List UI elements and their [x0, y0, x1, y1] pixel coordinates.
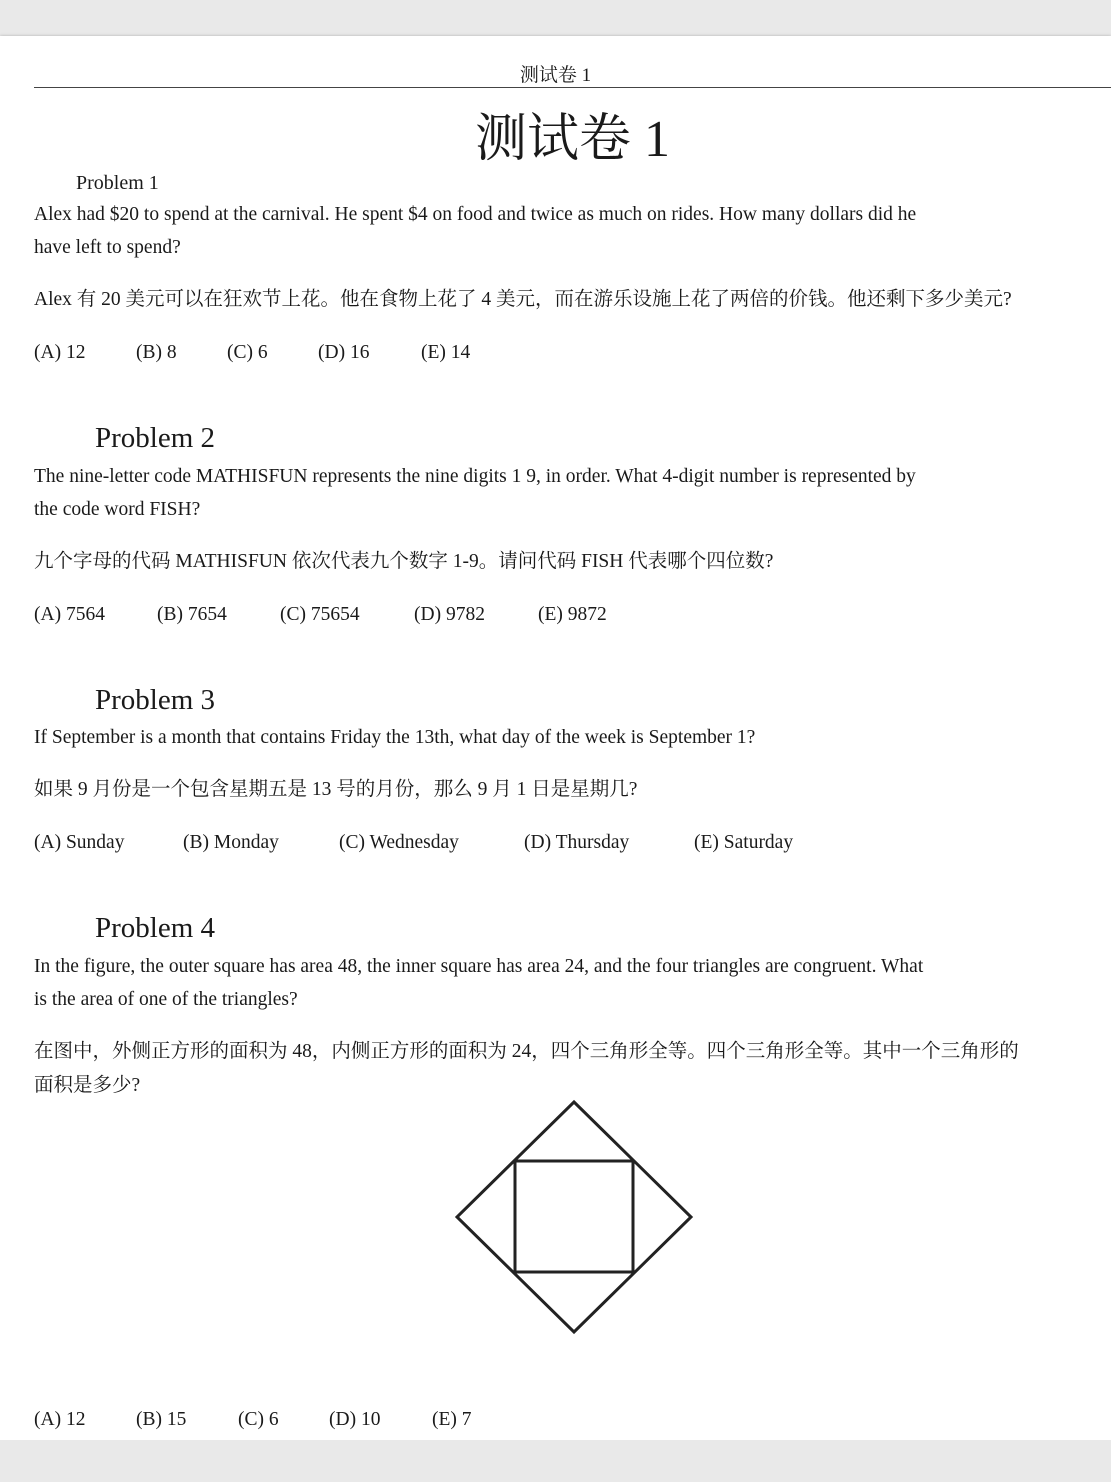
problem-3-text-en: If September is a month that contains Friday the 13th, what day of the week is September 1? — [34, 727, 756, 748]
problem-4-option-d: (D) 10 — [329, 1409, 381, 1430]
problem-3-heading: Problem 3 — [95, 684, 216, 716]
problem-4-option-b: (B) 15 — [136, 1409, 187, 1430]
problem-1-text-en-line2: have left to spend? — [34, 237, 181, 258]
problem-2-option-d: (D) 9782 — [414, 604, 485, 625]
running-header: 测试卷 1 — [519, 65, 592, 86]
header-rule — [34, 87, 1111, 88]
outer-square — [457, 1102, 691, 1332]
problem-3-option-c: (C) Wednesday — [339, 832, 459, 853]
problem-1-option-c: (C) 6 — [227, 342, 268, 363]
problem-1-option-d: (D) 16 — [318, 342, 370, 363]
problem-3-option-b: (B) Monday — [183, 832, 279, 853]
problem-4-text-zh-line2: 面积是多少? — [34, 1075, 141, 1096]
problem-4-text-en-line2: is the area of one of the triangles? — [34, 989, 298, 1010]
document-page — [0, 36, 1111, 1440]
problem-1-text-en-line1: Alex had $20 to spend at the carnival. He spent $4 on food and twice as much on rides. How many dollars did he — [34, 204, 917, 225]
problem-1-option-a: (A) 12 — [34, 342, 86, 363]
problem-4-option-a: (A) 12 — [34, 1409, 86, 1430]
problem-3-text-zh: 如果 9 月份是一个包含星期五是 13 号的月份，那么 9 月 1 日是星期几? — [34, 779, 638, 800]
problem-1-option-b: (B) 8 — [136, 342, 177, 363]
problem-3-option-e: (E) Saturday — [694, 832, 794, 853]
problem-2-text-en-line1: The nine-letter code MATHISFUN represents the nine digits 1 9, in order. What 4-digit number is represented by — [34, 466, 916, 487]
problem-4-option-e: (E) 7 — [432, 1409, 472, 1430]
page-title: 测试卷 1 — [474, 111, 670, 168]
problem-2-option-a: (A) 7564 — [34, 604, 105, 625]
problem-4-text-en-line1: In the figure, the outer square has area 48, the inner square has area 24, and the four triangles are congruent. What — [34, 956, 924, 977]
problem-1-heading: Problem 1 — [76, 172, 159, 194]
viewer-bottom-bar — [0, 1440, 1111, 1482]
problem-1-option-e: (E) 14 — [421, 342, 471, 363]
problem-4-text-zh-line1: 在图中，外侧正方形的面积为 48，内侧正方形的面积为 24，四个三角形全等。四个三角形全等。其中一个三角形的 — [34, 1041, 1019, 1062]
problem-2-option-c: (C) 75654 — [280, 604, 360, 625]
squares-figure — [455, 1098, 695, 1338]
problem-4-heading: Problem 4 — [95, 912, 216, 944]
problem-2-text-en-line2: the code word FISH? — [34, 499, 201, 520]
problem-2-heading: Problem 2 — [95, 422, 216, 454]
problem-1-text-zh: Alex 有 20 美元可以在狂欢节上花。他在食物上花了 4 美元，而在游乐设施上花了两倍的价钱。他还剩下多少美元? — [34, 289, 1012, 310]
problem-2-option-b: (B) 7654 — [157, 604, 227, 625]
problem-3-option-a: (A) Sunday — [34, 832, 125, 853]
inner-square — [515, 1161, 633, 1272]
problem-2-option-e: (E) 9872 — [538, 604, 607, 625]
problem-3-option-d: (D) Thursday — [524, 832, 630, 853]
problem-2-text-zh: 九个字母的代码 MATHISFUN 依次代表九个数字 1-9。请问代码 FISH 代表哪个四位数? — [34, 551, 774, 572]
problem-4-option-c: (C) 6 — [238, 1409, 279, 1430]
